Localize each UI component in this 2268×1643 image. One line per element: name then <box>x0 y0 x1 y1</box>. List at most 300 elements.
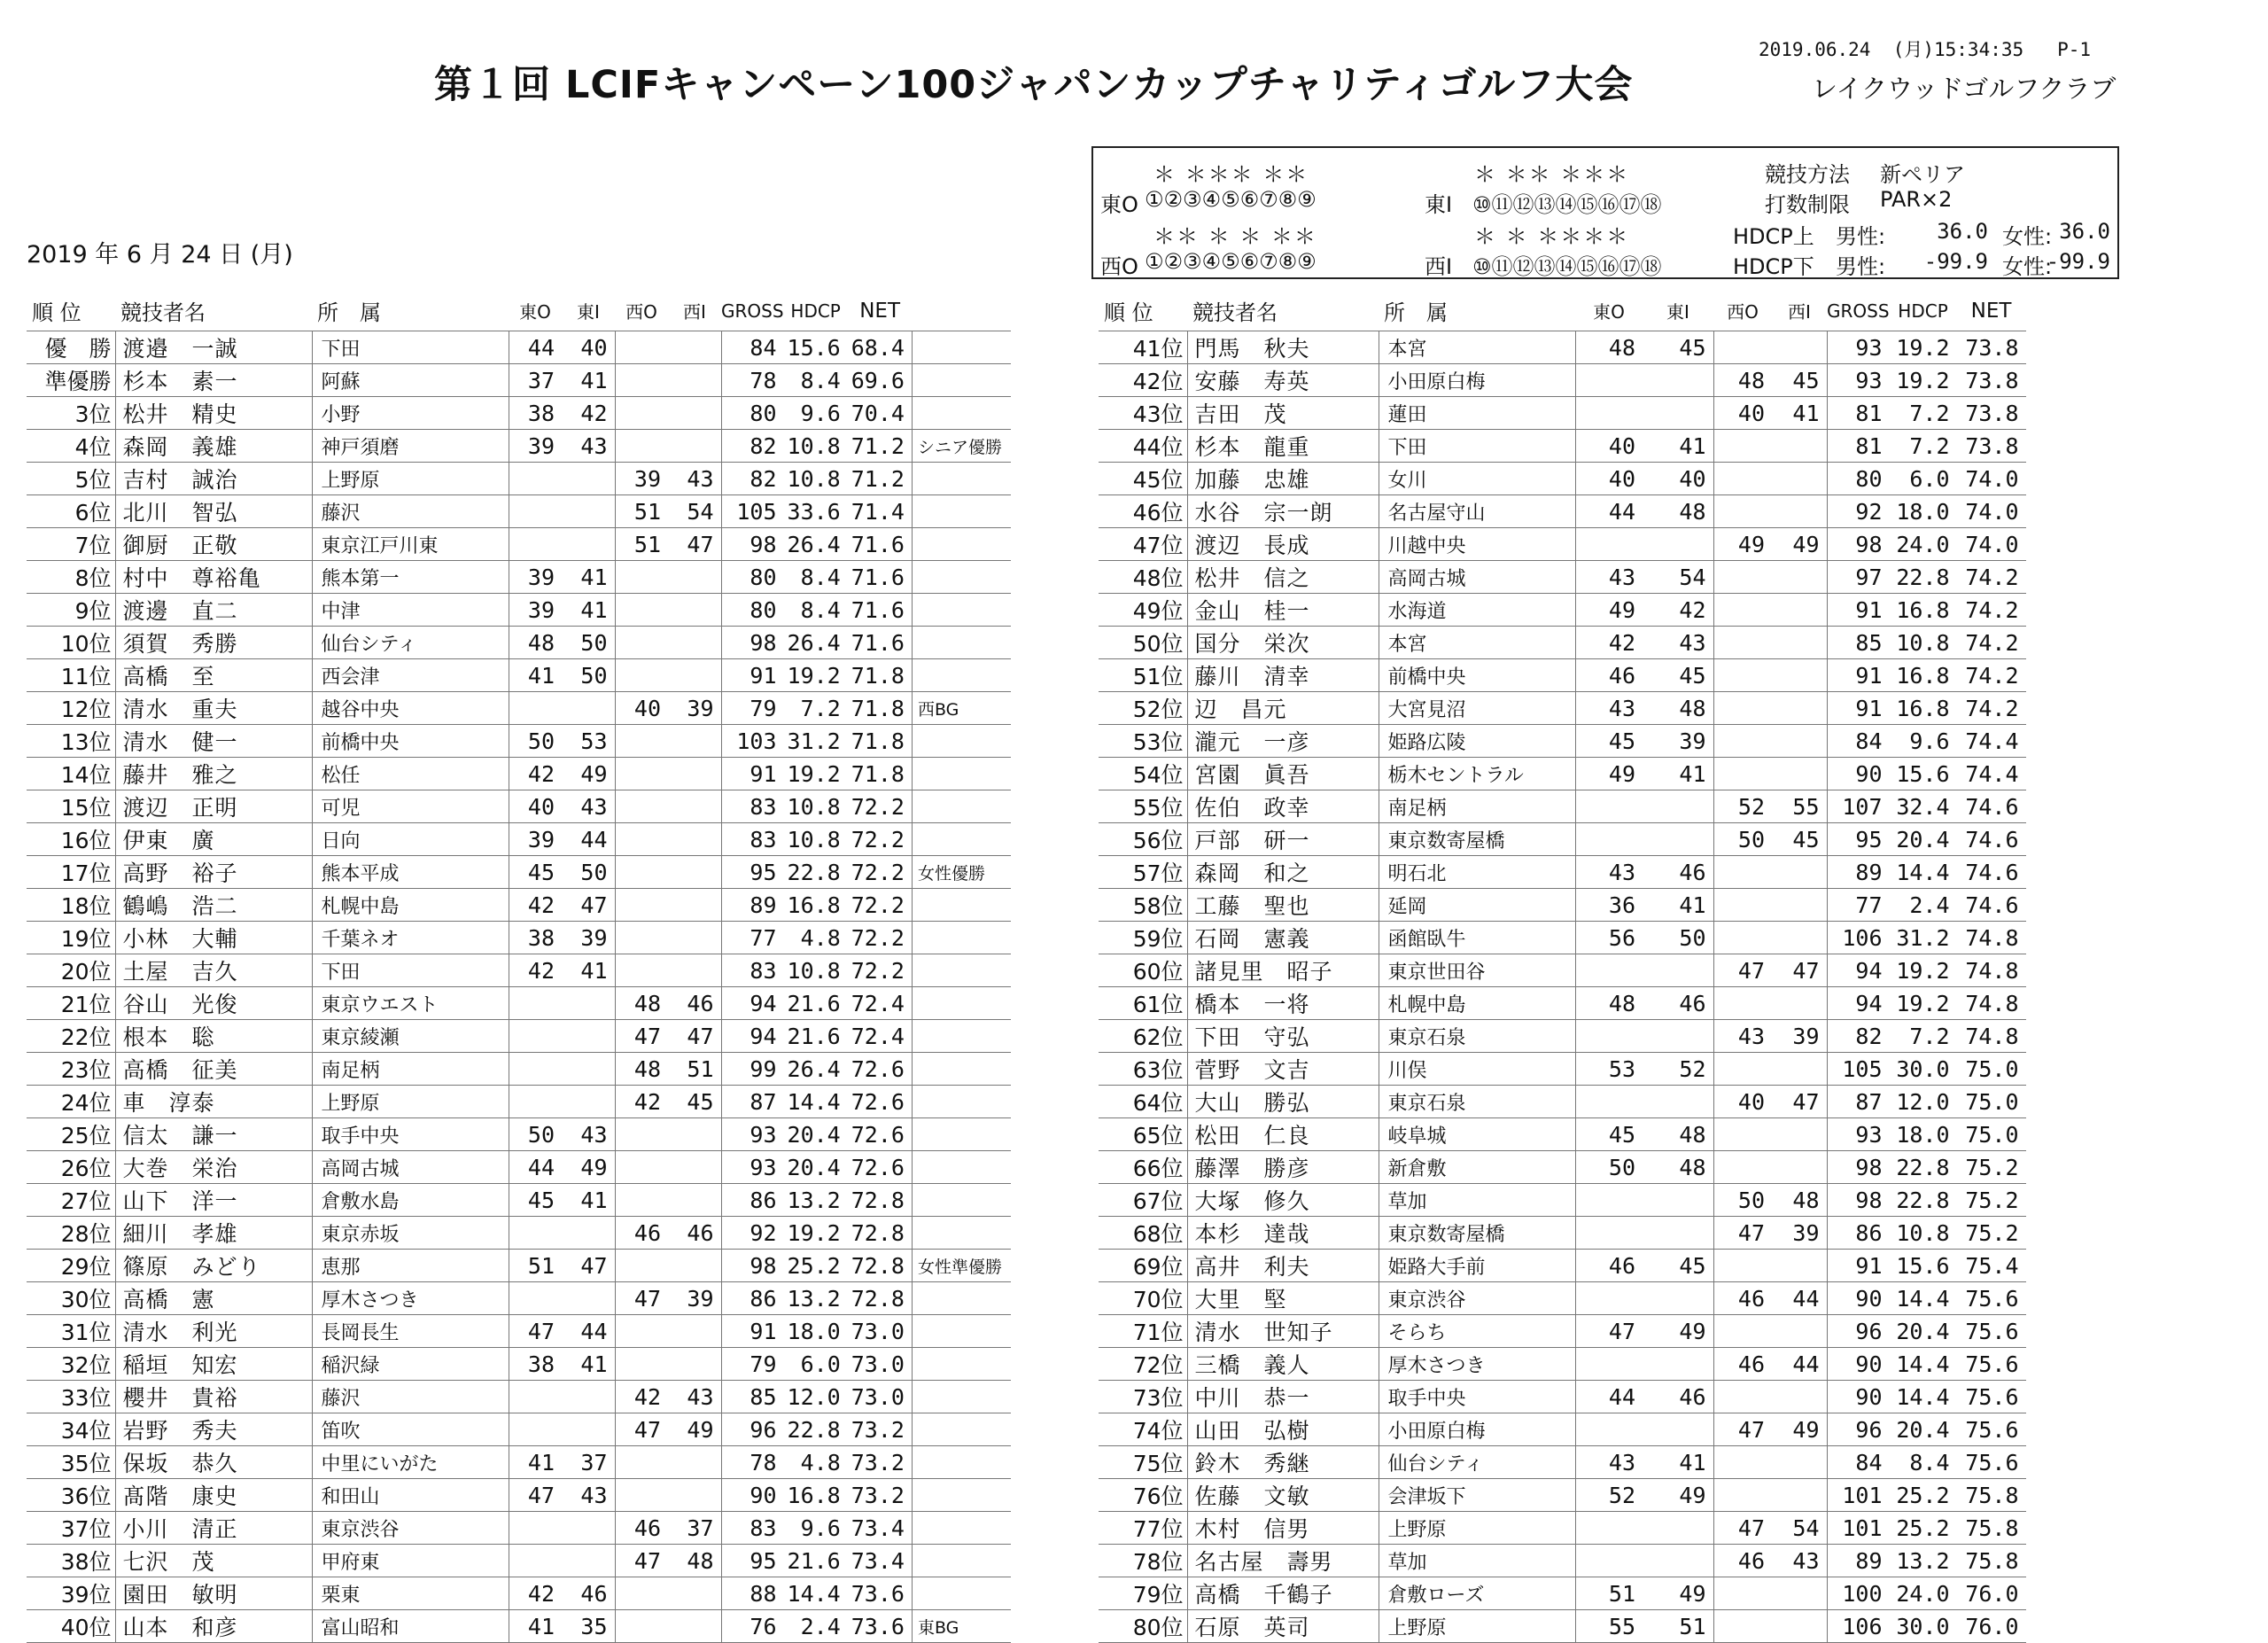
east-out-score: 55 <box>1575 1610 1643 1643</box>
west-in-score <box>668 627 721 659</box>
gross-score: 82 <box>1827 1020 1890 1053</box>
gross-score: 87 <box>721 1086 784 1118</box>
net-score: 73.2 <box>848 1413 913 1446</box>
player-name-cell: 渡辺 正明 <box>115 790 312 823</box>
net-score: 74.2 <box>1957 659 2026 692</box>
east-in-score: 41 <box>562 364 615 397</box>
net-score: 70.4 <box>848 397 913 430</box>
net-score: 74.6 <box>1957 823 2026 856</box>
hdcp-value: 10.8 <box>784 954 848 987</box>
east-out-score: 38 <box>509 922 562 954</box>
gross-score: 78 <box>721 364 784 397</box>
west-out-score <box>615 1184 668 1217</box>
hdcp-value: 25.2 <box>1890 1512 1957 1545</box>
east-out-score: 43 <box>1575 1446 1643 1479</box>
hdcp-value: 16.8 <box>784 1479 848 1512</box>
gross-score: 84 <box>721 331 784 364</box>
west-in-score <box>668 889 721 922</box>
net-score: 72.2 <box>848 856 913 889</box>
results-table-left <box>27 291 1011 1643</box>
net-score: 72.6 <box>848 1053 913 1086</box>
east-in-score: 41 <box>1643 758 1713 790</box>
west-out-stars: ＊＊ ＊ ＊ ＊＊ <box>1153 224 1317 249</box>
club-cell: 草加 <box>1379 1545 1575 1577</box>
player-name-cell: 佐藤 文敏 <box>1187 1479 1379 1512</box>
player-name-cell: 高井 利夫 <box>1187 1250 1379 1282</box>
table-row <box>27 561 1011 594</box>
male-label-upper: 男性: <box>1836 224 1886 249</box>
gross-score: 84 <box>1827 1446 1890 1479</box>
col-hdcp: HDCP <box>790 300 841 322</box>
table-row <box>27 1315 1011 1348</box>
rank-cell: 60位 <box>1099 954 1187 987</box>
west-in-score: 45 <box>1772 823 1827 856</box>
gross-score: 76 <box>721 1610 784 1643</box>
west-in-score: 43 <box>1772 1545 1827 1577</box>
hdcp-value: 8.4 <box>784 561 848 594</box>
club-cell: 西会津 <box>312 659 509 692</box>
club-cell: 上野原 <box>1379 1512 1575 1545</box>
player-name-cell: 七沢 茂 <box>115 1545 312 1577</box>
east-out-score: 53 <box>1575 1053 1643 1086</box>
hdcp-value: 10.8 <box>1890 1217 1957 1250</box>
table-row <box>1099 1118 2026 1151</box>
hdcp-value: 22.8 <box>1890 561 1957 594</box>
east-in-score: 44 <box>562 823 615 856</box>
east-out-score <box>1575 1348 1643 1381</box>
player-name-cell: 御厨 正敬 <box>115 528 312 561</box>
gross-score: 90 <box>1827 758 1890 790</box>
rank-cell: 77位 <box>1099 1512 1187 1545</box>
player-name-cell: 藤川 清幸 <box>1187 659 1379 692</box>
gross-score: 93 <box>1827 364 1890 397</box>
gross-score: 98 <box>721 528 784 561</box>
west-stars-row <box>1093 215 2117 247</box>
gross-score: 99 <box>721 1053 784 1086</box>
hdcp-value: 4.8 <box>784 1446 848 1479</box>
east-out-score: 52 <box>1575 1479 1643 1512</box>
club-cell: 上野原 <box>312 463 509 495</box>
hdcp-value: 2.4 <box>1890 889 1957 922</box>
west-out-score: 46 <box>615 1512 668 1545</box>
west-in-score <box>668 1479 721 1512</box>
hdcp-value: 13.2 <box>1890 1545 1957 1577</box>
west-in-score: 39 <box>1772 1020 1827 1053</box>
west-in-score <box>1772 758 1827 790</box>
east-out-score: 48 <box>509 627 562 659</box>
hdcp-value: 12.0 <box>1890 1086 1957 1118</box>
east-in-score <box>562 495 615 528</box>
west-out-score: 47 <box>1713 1413 1772 1446</box>
rank-cell: 54位 <box>1099 758 1187 790</box>
hdcp-value: 14.4 <box>1890 1348 1957 1381</box>
table-row <box>27 692 1011 725</box>
east-stars-row <box>1093 153 2117 185</box>
club-cell: 阿蘇 <box>312 364 509 397</box>
rank-cell: 37位 <box>27 1512 115 1545</box>
west-out-score <box>1713 495 1772 528</box>
table-row <box>1099 1381 2026 1413</box>
rank-cell: 17位 <box>27 856 115 889</box>
rank-cell: 18位 <box>27 889 115 922</box>
net-score: 74.0 <box>1957 528 2026 561</box>
player-name-cell: 宮園 眞吾 <box>1187 758 1379 790</box>
rank-cell: 61位 <box>1099 987 1187 1020</box>
rank-cell: 68位 <box>1099 1217 1187 1250</box>
east-in-score <box>1643 954 1713 987</box>
west-out-score <box>615 856 668 889</box>
club-cell: 稲沢緑 <box>312 1348 509 1381</box>
net-score: 68.4 <box>848 331 913 364</box>
club-cell: 日向 <box>312 823 509 856</box>
net-score: 73.8 <box>1957 331 2026 364</box>
net-score: 75.6 <box>1957 1282 2026 1315</box>
rank-cell: 23位 <box>27 1053 115 1086</box>
club-cell: 可児 <box>312 790 509 823</box>
west-out-score <box>1713 561 1772 594</box>
hdcp-value: 32.4 <box>1890 790 1957 823</box>
club-cell: 小田原白梅 <box>1379 364 1575 397</box>
west-out-score <box>1713 1118 1772 1151</box>
east-out-score <box>509 1413 562 1446</box>
rank-cell: 45位 <box>1099 463 1187 495</box>
player-name-cell: 大巻 栄治 <box>115 1151 312 1184</box>
table-row <box>1099 331 2026 364</box>
west-out-score: 50 <box>1713 1184 1772 1217</box>
hdcp-value: 12.0 <box>784 1381 848 1413</box>
west-in-score: 39 <box>668 692 721 725</box>
club-cell: 東京江戸川東 <box>312 528 509 561</box>
hdcp-value: 20.4 <box>1890 1413 1957 1446</box>
player-name-cell: 本杉 達哉 <box>1187 1217 1379 1250</box>
east-in-score: 42 <box>1643 594 1713 627</box>
hdcp-value: 20.4 <box>1890 823 1957 856</box>
table-row <box>1099 627 2026 659</box>
east-out-score: 40 <box>1575 430 1643 463</box>
print-timestamp: 2019.06.24 (月)15:34:35 P-1 <box>1759 39 2092 60</box>
player-name-cell: 橋本 一将 <box>1187 987 1379 1020</box>
player-name-cell: 大塚 修久 <box>1187 1184 1379 1217</box>
gross-score: 83 <box>721 790 784 823</box>
east-in-score: 48 <box>1643 1118 1713 1151</box>
west-in-score: 44 <box>1772 1282 1827 1315</box>
club-cell: 東京数寄屋橋 <box>1379 823 1575 856</box>
award-note: 女性優勝 <box>912 856 1011 889</box>
table-row <box>1099 1545 2026 1577</box>
club-cell: 蓮田 <box>1379 397 1575 430</box>
west-out-score <box>615 364 668 397</box>
gross-score: 89 <box>1827 856 1890 889</box>
player-name-cell: 加藤 忠雄 <box>1187 463 1379 495</box>
west-holes-row <box>1093 245 2117 277</box>
player-name-cell: 戸部 研一 <box>1187 823 1379 856</box>
east-out-score <box>1575 954 1643 987</box>
west-in-score: 49 <box>1772 1413 1827 1446</box>
rank-cell: 50位 <box>1099 627 1187 659</box>
east-out-score <box>1575 1282 1643 1315</box>
east-in-score <box>562 1086 615 1118</box>
table-row <box>27 463 1011 495</box>
net-score: 76.0 <box>1957 1577 2026 1610</box>
west-out-score: 47 <box>1713 1217 1772 1250</box>
west-in-score: 49 <box>668 1413 721 1446</box>
hdcp-value: 9.6 <box>1890 725 1957 758</box>
net-score: 73.4 <box>848 1545 913 1577</box>
west-in-score <box>1772 1118 1827 1151</box>
west-in-score <box>1772 922 1827 954</box>
west-in-score <box>1772 430 1827 463</box>
table-row <box>27 1282 1011 1315</box>
east-out-score: 51 <box>509 1250 562 1282</box>
net-score: 73.0 <box>848 1381 913 1413</box>
rank-cell: 48位 <box>1099 561 1187 594</box>
west-out-score <box>1713 331 1772 364</box>
table-row <box>27 1545 1011 1577</box>
player-name-cell: 杉本 龍重 <box>1187 430 1379 463</box>
table-row <box>1099 1151 2026 1184</box>
east-in-score: 42 <box>562 397 615 430</box>
west-out-score <box>1713 856 1772 889</box>
east-out-score: 45 <box>509 1184 562 1217</box>
net-score: 75.4 <box>1957 1250 2026 1282</box>
award-note <box>912 659 1011 692</box>
gross-score: 77 <box>1827 889 1890 922</box>
west-out-score: 47 <box>615 1545 668 1577</box>
table-row <box>1099 790 2026 823</box>
net-score: 74.4 <box>1957 725 2026 758</box>
club-cell: 栃木セントラル <box>1379 758 1575 790</box>
player-name-cell: 森岡 義雄 <box>115 430 312 463</box>
hdcp-value: 19.2 <box>784 659 848 692</box>
club-cell: 中津 <box>312 594 509 627</box>
rank-cell: 70位 <box>1099 1282 1187 1315</box>
west-in-score: 47 <box>1772 1086 1827 1118</box>
net-score: 72.2 <box>848 889 913 922</box>
player-name-cell: 藤澤 勝彦 <box>1187 1151 1379 1184</box>
player-name-cell: 金山 桂一 <box>1187 594 1379 627</box>
west-out-score <box>1713 1053 1772 1086</box>
east-in-score: 45 <box>1643 1250 1713 1282</box>
table-row <box>1099 1512 2026 1545</box>
hdcp-value: 33.6 <box>784 495 848 528</box>
rank-cell: 62位 <box>1099 1020 1187 1053</box>
table-row <box>1099 1053 2026 1086</box>
player-name-cell: 村中 尊裕亀 <box>115 561 312 594</box>
east-in-score: 48 <box>1643 1151 1713 1184</box>
rank-cell: 44位 <box>1099 430 1187 463</box>
table-row <box>27 1348 1011 1381</box>
table-row <box>27 1446 1011 1479</box>
table-row <box>1099 430 2026 463</box>
hdcp-value: 8.4 <box>784 594 848 627</box>
hdcp-value: 10.8 <box>784 430 848 463</box>
award-note <box>912 1118 1011 1151</box>
west-in-score <box>668 758 721 790</box>
hdcp-value: 7.2 <box>1890 1020 1957 1053</box>
east-out-score <box>1575 364 1643 397</box>
hdcp-lower-female: -99.9 <box>2046 249 2110 274</box>
west-out-score <box>615 889 668 922</box>
west-in-score <box>668 594 721 627</box>
west-in-score <box>1772 627 1827 659</box>
east-in-score: 41 <box>1643 889 1713 922</box>
rank-cell: 20位 <box>27 954 115 987</box>
player-name-cell: 松井 信之 <box>1187 561 1379 594</box>
table-row <box>1099 463 2026 495</box>
net-score: 74.0 <box>1957 495 2026 528</box>
rank-cell: 72位 <box>1099 1348 1187 1381</box>
east-out-score <box>1575 1545 1643 1577</box>
east-in-score: 49 <box>562 758 615 790</box>
net-score: 74.8 <box>1957 922 2026 954</box>
table-row <box>27 856 1011 889</box>
table-row <box>27 1151 1011 1184</box>
player-name-cell: 瀧元 一彦 <box>1187 725 1379 758</box>
east-out-score: 51 <box>1575 1577 1643 1610</box>
gross-score: 86 <box>721 1282 784 1315</box>
rank-cell: 63位 <box>1099 1053 1187 1086</box>
player-name-cell: 水谷 宗一朗 <box>1187 495 1379 528</box>
gross-score: 93 <box>721 1151 784 1184</box>
west-out-score <box>1713 1315 1772 1348</box>
west-out-score <box>615 627 668 659</box>
award-note <box>912 1348 1011 1381</box>
award-note <box>912 331 1011 364</box>
gross-score: 95 <box>721 1545 784 1577</box>
award-note <box>912 594 1011 627</box>
west-out-score: 46 <box>615 1217 668 1250</box>
rank-cell: 32位 <box>27 1348 115 1381</box>
results-table-right <box>1099 291 2026 1643</box>
west-in-score <box>668 922 721 954</box>
west-in-score <box>1772 1250 1827 1282</box>
table-row <box>1099 922 2026 954</box>
col-west-in: 西I <box>1788 301 1811 323</box>
player-name-cell: 伊東 廣 <box>115 823 312 856</box>
east-in-score: 46 <box>1643 1381 1713 1413</box>
rank-cell: 49位 <box>1099 594 1187 627</box>
west-in-score <box>668 1577 721 1610</box>
east-out-score: 44 <box>509 1151 562 1184</box>
west-in-score: 47 <box>668 1020 721 1053</box>
east-out-score: 43 <box>1575 856 1643 889</box>
rank-cell: 12位 <box>27 692 115 725</box>
net-score: 71.6 <box>848 528 913 561</box>
east-in-score: 46 <box>562 1577 615 1610</box>
east-in-score <box>562 528 615 561</box>
west-in-score <box>668 397 721 430</box>
hdcp-value: 15.6 <box>784 331 848 364</box>
east-out-score: 39 <box>509 561 562 594</box>
west-in-score <box>668 1610 721 1643</box>
table-row <box>1099 758 2026 790</box>
gross-score: 97 <box>1827 561 1890 594</box>
gross-score: 91 <box>721 659 784 692</box>
rank-cell: 21位 <box>27 987 115 1020</box>
east-in-score: 49 <box>1643 1577 1713 1610</box>
east-in-score: 46 <box>1643 987 1713 1020</box>
east-out-score: 37 <box>509 364 562 397</box>
gross-score: 80 <box>1827 463 1890 495</box>
west-in-score <box>668 1250 721 1282</box>
east-out-score <box>509 528 562 561</box>
gross-score: 107 <box>1827 790 1890 823</box>
player-name-cell: 安藤 寿英 <box>1187 364 1379 397</box>
col-rank: 順 位 <box>1104 300 1153 325</box>
player-name-cell: 高橋 千鶴子 <box>1187 1577 1379 1610</box>
net-score: 73.2 <box>848 1446 913 1479</box>
award-note <box>912 1446 1011 1479</box>
east-out-score: 40 <box>1575 463 1643 495</box>
east-out-score: 47 <box>509 1315 562 1348</box>
page-title: 第１回 LCIFキャンペーン100ジャパンカップチャリティゴルフ大会 <box>434 63 1634 107</box>
east-out-score <box>1575 823 1643 856</box>
player-name-cell: 石原 英司 <box>1187 1610 1379 1643</box>
rank-cell: 準優勝 <box>27 364 115 397</box>
gross-score: 98 <box>721 627 784 659</box>
col-rank: 順 位 <box>32 300 82 325</box>
east-in-score: 41 <box>562 954 615 987</box>
west-in-score: 48 <box>1772 1184 1827 1217</box>
player-name-cell: 高橋 征美 <box>115 1053 312 1086</box>
award-note <box>912 495 1011 528</box>
east-out-score <box>509 463 562 495</box>
award-note <box>912 1577 1011 1610</box>
club-cell: 川越中央 <box>1379 528 1575 561</box>
rank-cell: 57位 <box>1099 856 1187 889</box>
west-out-score <box>615 1118 668 1151</box>
table-row <box>27 922 1011 954</box>
col-club: 所 属 <box>317 300 381 325</box>
east-out-score: 39 <box>509 594 562 627</box>
player-name-cell: 清水 利光 <box>115 1315 312 1348</box>
club-cell: 倉敷ローズ <box>1379 1577 1575 1610</box>
table-row <box>1099 1348 2026 1381</box>
hdcp-value: 10.8 <box>784 823 848 856</box>
rank-cell: 38位 <box>27 1545 115 1577</box>
club-cell: 名古屋守山 <box>1379 495 1575 528</box>
west-in-score: 43 <box>668 463 721 495</box>
gross-score: 92 <box>721 1217 784 1250</box>
east-out-score <box>509 1217 562 1250</box>
net-score: 75.6 <box>1957 1413 2026 1446</box>
gross-score: 92 <box>1827 495 1890 528</box>
table-row <box>27 1086 1011 1118</box>
west-in-score <box>1772 987 1827 1020</box>
player-name-cell: 渡邊 直二 <box>115 594 312 627</box>
club-cell: 倉敷水島 <box>312 1184 509 1217</box>
player-name-cell: 渡邉 一誠 <box>115 331 312 364</box>
club-cell: 熊本第一 <box>312 561 509 594</box>
east-out-score <box>509 1282 562 1315</box>
table-row <box>27 495 1011 528</box>
player-name-cell: 藤井 雅之 <box>115 758 312 790</box>
hdcp-value: 16.8 <box>1890 659 1957 692</box>
west-in-score <box>668 790 721 823</box>
west-in-score <box>1772 561 1827 594</box>
hdcp-value: 19.2 <box>1890 331 1957 364</box>
table-row <box>27 331 1011 364</box>
west-out-score <box>615 1250 668 1282</box>
hdcp-value: 7.2 <box>1890 430 1957 463</box>
east-in-score: 50 <box>562 856 615 889</box>
club-cell: 南足柄 <box>1379 790 1575 823</box>
east-out-score <box>509 1512 562 1545</box>
west-in-score <box>668 1348 721 1381</box>
award-note <box>912 627 1011 659</box>
gross-score: 98 <box>1827 1184 1890 1217</box>
west-out-score <box>1713 594 1772 627</box>
